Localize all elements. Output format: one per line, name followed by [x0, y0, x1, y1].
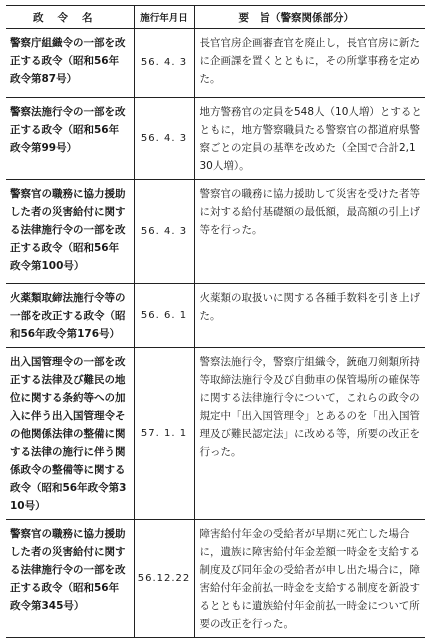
- effective-date: 57. 1. 1: [134, 348, 194, 520]
- table-row: [6, 284, 425, 348]
- ordinance-gist: 長官官房企画審査官を廃止し，長官官房に新たに企画課を置くとともに，その所掌事務を定めた。: [194, 29, 425, 98]
- table-header-row: [6, 6, 425, 29]
- effective-date: 56. 4. 3: [134, 29, 194, 98]
- ordinance-gist: 障害給付年金の受給者が早期に死亡した場合に，遺族に障害給付年金差額一時金を支給する制度及び同年金の受給者が申し出た場合に，障害給付年金前払一時金を支給する制度を新設するとともに遺族給付年金前払一時金について所要の改正を行った。: [199, 528, 420, 630]
- table-row: [6, 180, 425, 284]
- ordinance-name: 出入国管理令の一部を改正する法律及び難民の地位に関する条約等への加入に伴う出入国管理令その他関係法律の整備に関する法律の施行に伴う関係政令の整備等に関する政令（昭和56年政令第310号）: [6, 348, 134, 520]
- ordinance-gist: 地方警務官の定員を548人（10人増）とするとともに，地方警察職員たる警察官の都道府県警察ごとの定員の基準を改めた（全国で合計2,130人増）。: [194, 98, 425, 180]
- table-row: [6, 520, 425, 638]
- effective-date: 56. 6. 1: [134, 284, 194, 348]
- ordinance-name: 警察庁組織令の一部を改正する政令（昭和56年政令第87号）: [6, 29, 134, 98]
- header-effective-date: 施行年月日: [134, 6, 194, 29]
- ordinance-name: 警察法施行令の一部を改正する政令（昭和56年政令第99号）: [6, 98, 134, 180]
- table-row: [6, 29, 425, 98]
- header-ordinance-name: 政令名: [6, 6, 134, 29]
- document-page: [6, 5, 425, 630]
- ordinance-name: 警察官の職務に協力援助した者の災害給付に関する法律施行令の一部を改正する政令（昭和56年政令第100号）: [6, 180, 134, 284]
- ordinance-name: 火薬類取締法施行令等の一部を改正する政令（昭和56年政令第176号）: [6, 284, 134, 348]
- effective-date: 56. 4. 3: [134, 98, 194, 180]
- ordinance-gist: 警察法施行令，警察庁組織令，銃砲刀剣類所持等取締法施行令及び自動車の保管場所の確保等に関する法律施行令について，これらの政令の規定中「出入国管理令」とあるのを「出入国管理及び難民認定法」に改める等，所要の改正を行った。: [194, 348, 425, 520]
- ordinance-table: [6, 5, 425, 638]
- effective-date: 56.12.22: [134, 520, 194, 638]
- table-row: [6, 98, 425, 180]
- header-gist: 要 旨（警察関係部分）: [194, 6, 425, 29]
- ordinance-gist: 警察官の職務に協力援助して災害を受けた者等に対する給付基礎額の最低額，最高額の引上げ等を行った。: [194, 180, 425, 284]
- table-row: [6, 348, 425, 520]
- effective-date: 56. 4. 3: [134, 180, 194, 284]
- ordinance-gist: 火薬類の取扱いに関する各種手数料を引き上げた。: [194, 284, 425, 348]
- ordinance-name: 警察官の職務に協力援助した者の災害給付に関する法律施行令の一部を改正する政令（昭和56年政令第345号）: [10, 528, 126, 612]
